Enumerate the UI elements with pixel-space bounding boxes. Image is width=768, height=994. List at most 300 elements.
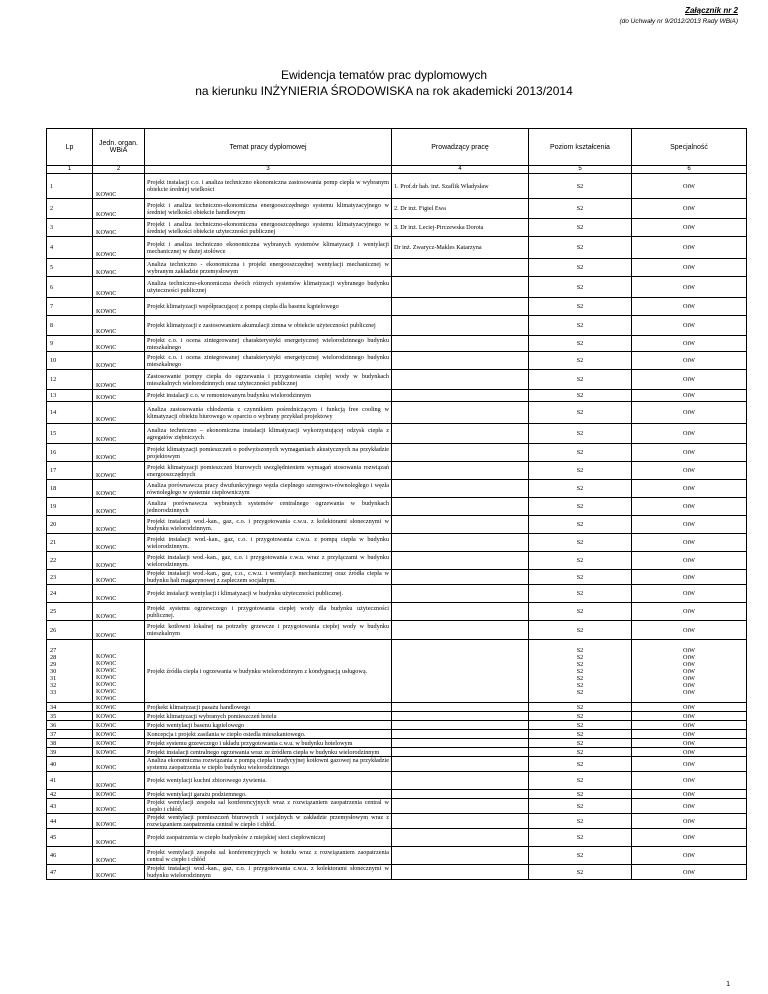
cell-specialty-value: OiW <box>682 557 696 564</box>
cell-topic: Projekt instalacji wod.-kan., gaz, c.o. i przygotowania c.w.u. z kolektorami słonecznymi w budynku wielorodzinnym <box>145 865 392 880</box>
cell-unit <box>93 621 145 640</box>
cell-level-value: S2 <box>576 721 584 729</box>
cell-level <box>529 390 632 402</box>
cell-lp-value: 2 <box>50 205 54 212</box>
cell-level-value: S2 <box>576 660 584 668</box>
cell-unit-value: KOWiC <box>96 764 117 771</box>
cell-level <box>529 790 632 799</box>
cell-lp <box>47 370 93 390</box>
cell-supervisor <box>392 847 529 865</box>
col-number: 1 <box>47 166 93 174</box>
cell-unit <box>93 534 145 552</box>
cell-level-value: S2 <box>576 205 584 212</box>
cell-unit <box>93 739 145 748</box>
cell-specialty-value: OiW <box>682 660 696 668</box>
cell-level <box>529 462 632 480</box>
cell-level-value: S2 <box>576 790 584 798</box>
cell-level-value: S2 <box>576 264 584 271</box>
cell-unit <box>93 424 145 444</box>
cell-supervisor <box>392 390 529 402</box>
col-number: 3 <box>145 166 392 174</box>
cell-unit-value: KOWiC <box>96 839 117 846</box>
cell-lp <box>47 480 93 498</box>
cell-lp <box>47 534 93 552</box>
cell-level-value: S2 <box>576 409 584 416</box>
cell-specialty-value: OiW <box>682 868 696 876</box>
cell-lp <box>47 444 93 462</box>
cell-specialty-value: OiW <box>682 760 696 768</box>
cell-specialty <box>632 390 747 402</box>
cell-supervisor <box>392 712 529 721</box>
cell-lp <box>47 219 93 237</box>
cell-supervisor <box>392 757 529 772</box>
cell-specialty <box>632 277 747 298</box>
cell-unit-value: KOWiC <box>96 211 117 218</box>
cell-level <box>529 799 632 814</box>
table-row <box>47 219 747 237</box>
cell-level-value: S2 <box>576 730 584 738</box>
cell-specialty <box>632 199 747 219</box>
cell-topic: Zastosowanie pompy ciepła do ogrzewania i przygotowania ciepłej wody w budynkach mieszkalnych wielorodzinnych oraz użyteczności publicznej <box>145 370 392 390</box>
cell-supervisor <box>392 814 529 829</box>
cell-lp-value: 42 <box>50 790 57 798</box>
page-number: 1 <box>726 981 730 988</box>
topics-table <box>46 128 747 880</box>
cell-topic: Projekt instalacji c.o. w remontowanym budynku wielorodzinnym <box>145 390 392 402</box>
col-number: 4 <box>392 166 529 174</box>
cell-topic: Projekt c.o. i ocena zintegrowanej charakterystyki energetycznej wielorodzinnego budynku mieszkalnego <box>145 352 392 370</box>
cell-specialty <box>632 739 747 748</box>
cell-lp <box>47 298 93 316</box>
cell-specialty-value: OiW <box>682 340 696 347</box>
cell-specialty-value: OiW <box>682 688 696 696</box>
cell-lp <box>47 640 93 703</box>
cell-unit-value: KOWiC <box>96 328 117 335</box>
cell-specialty <box>632 814 747 829</box>
cell-level <box>529 336 632 352</box>
cell-specialty-value: OiW <box>682 322 696 329</box>
cell-lp-value: 33 <box>50 688 57 696</box>
cell-specialty <box>632 237 747 259</box>
cell-lp <box>47 174 93 199</box>
cell-unit <box>93 814 145 829</box>
cell-lp <box>47 621 93 640</box>
cell-level-value: S2 <box>576 357 584 364</box>
cell-unit <box>93 390 145 402</box>
cell-level <box>529 640 632 703</box>
cell-lp-value: 38 <box>50 739 57 747</box>
cell-topic: Projekt klimatyzacji pomieszczeń biurowych uwzględnieniem wymagań stosowania rozwiązań energooszczędnych <box>145 462 392 480</box>
cell-specialty-value: OiW <box>682 303 696 310</box>
cell-lp <box>47 829 93 847</box>
cell-topic: Projekt wentylacji zespołu sal konferencyjnych wraz z rozwiązaniem zaopatrzenia central w ciepło i chłód. <box>145 799 392 814</box>
cell-supervisor <box>392 424 529 444</box>
cell-topic: Projekt instalacji wentylacji i klimatyzacji w budynku użyteczności publicznej. <box>145 585 392 603</box>
cell-unit-value: KOWiC <box>96 749 117 756</box>
cell-level-value: S2 <box>576 573 584 581</box>
cell-level <box>529 847 632 865</box>
cell-level-value: S2 <box>576 748 584 756</box>
cell-specialty <box>632 370 747 390</box>
cell-specialty-value: OiW <box>682 264 696 271</box>
cell-specialty <box>632 298 747 316</box>
cell-level <box>529 814 632 829</box>
cell-topic: Projekt klimatyzacji pomieszczeń o podwyższonych wymaganiach akustycznych na przykładzie projektowym <box>145 444 392 462</box>
table-row <box>47 277 747 298</box>
cell-level-value: S2 <box>576 224 584 231</box>
cell-lp <box>47 336 93 352</box>
cell-unit-value: KOWiC <box>96 544 117 551</box>
cell-level-value: S2 <box>576 590 584 597</box>
cell-lp-value: 3 <box>50 224 54 231</box>
cell-supervisor <box>392 790 529 799</box>
cell-lp-value: 19 <box>50 503 57 510</box>
table-row <box>47 603 747 621</box>
resolution-note: (do Uchwały nr 9/2012/2013 Rady WBiA) <box>619 18 738 25</box>
cell-lp <box>47 772 93 790</box>
col-header-specialty: Specjalność <box>632 129 747 166</box>
cell-level-value: S2 <box>576 485 584 492</box>
cell-specialty-value: OiW <box>682 244 696 251</box>
cell-specialty-value: OiW <box>682 626 696 634</box>
cell-supervisor <box>392 621 529 640</box>
cell-specialty-value: OiW <box>682 205 696 212</box>
cell-lp-value: 4 <box>50 244 54 251</box>
cell-unit-value: KOWiC <box>96 740 117 747</box>
cell-level-value: S2 <box>576 777 584 784</box>
cell-lp-value: 8 <box>50 322 54 329</box>
cell-supervisor: 1. Prof.dr hab. inż. Szaflik Władysław <box>392 174 529 199</box>
cell-unit-value: KOWiC <box>96 526 117 533</box>
cell-specialty-value: OiW <box>682 430 696 437</box>
cell-unit-value: KOWiC <box>96 632 117 639</box>
cell-level <box>529 370 632 390</box>
cell-unit <box>93 829 145 847</box>
cell-level <box>529 174 632 199</box>
cell-level-value: S2 <box>576 340 584 347</box>
cell-unit-value: KOWiC <box>96 269 117 276</box>
table-row <box>47 799 747 814</box>
table-row <box>47 703 747 712</box>
cell-unit <box>93 498 145 516</box>
table-row <box>47 370 747 390</box>
cell-specialty-value: OiW <box>682 467 696 474</box>
cell-lp-value: 7 <box>50 303 54 310</box>
cell-lp-value: 35 <box>50 712 57 720</box>
cell-lp-value: 21 <box>50 539 57 546</box>
cell-specialty <box>632 570 747 585</box>
cell-topic: Projekt kotłowni lokalnej na potrzeby grzewcze i przygotowania ciepłej wody w budynku mieszkalnym <box>145 621 392 640</box>
cell-level <box>529 748 632 757</box>
col-number: 5 <box>529 166 632 174</box>
cell-lp <box>47 730 93 739</box>
cell-supervisor <box>392 585 529 603</box>
cell-unit-value: KOWiC <box>96 806 117 813</box>
cell-unit-value: KOWiC <box>96 821 117 828</box>
table-row <box>47 174 747 199</box>
cell-lp-value: 12 <box>50 376 57 383</box>
cell-level <box>529 757 632 772</box>
cell-level-value: S2 <box>576 449 584 456</box>
table-row <box>47 790 747 799</box>
cell-level-value: S2 <box>576 703 584 711</box>
cell-level <box>529 534 632 552</box>
cell-topic: Projekt i analiza techniczno-ekonomiczna energooszczędnego systemu klimatyzacyjnego w średniej wielkości obiekcie handlowym <box>145 199 392 219</box>
cell-lp <box>47 424 93 444</box>
cell-specialty-value: OiW <box>682 449 696 456</box>
cell-specialty-value: OiW <box>682 392 696 399</box>
cell-unit <box>93 585 145 603</box>
cell-specialty <box>632 498 747 516</box>
cell-level-value: S2 <box>576 539 584 546</box>
table-row <box>47 516 747 534</box>
cell-level <box>529 621 632 640</box>
cell-lp-value: 37 <box>50 730 57 738</box>
table-row <box>47 298 747 316</box>
cell-supervisor <box>392 721 529 730</box>
table-row <box>47 829 747 847</box>
cell-lp-value: 30 <box>50 667 57 675</box>
cell-supervisor <box>392 799 529 814</box>
cell-supervisor <box>392 570 529 585</box>
cell-level-value: S2 <box>576 834 584 841</box>
cell-lp-value: 6 <box>50 283 54 291</box>
col-header-supervisor: Prowadzący pracę <box>392 129 529 166</box>
cell-unit-value: KOWiC <box>96 872 117 879</box>
cell-unit <box>93 174 145 199</box>
cell-specialty-value: OiW <box>682 721 696 729</box>
cell-unit-value: KOWiC <box>96 472 117 479</box>
table-row <box>47 259 747 277</box>
cell-level-value: S2 <box>576 322 584 329</box>
cell-unit-value: KOWiC <box>96 722 117 729</box>
cell-unit <box>93 552 145 570</box>
cell-level <box>529 739 632 748</box>
cell-topic: Projekt klimatyzacji z zastosowaniem akumulacji zimna w obiekcie użyteczności publicznej <box>145 316 392 336</box>
cell-supervisor <box>392 402 529 424</box>
cell-specialty-value: OiW <box>682 703 696 711</box>
cell-specialty <box>632 402 747 424</box>
cell-lp <box>47 498 93 516</box>
table-row <box>47 847 747 865</box>
cell-unit <box>93 712 145 721</box>
cell-specialty-value: OiW <box>682 539 696 546</box>
cell-specialty-value: OiW <box>682 748 696 756</box>
cell-unit-value: KOWiC <box>96 416 117 423</box>
table-row <box>47 865 747 880</box>
table-row <box>47 199 747 219</box>
cell-topic: Projekt instalacji wod.-kan., gaz, c.o. i przygotowania c.w.u. wraz z przyłączami w budynku wielorodzinnym. <box>145 552 392 570</box>
cell-lp-value: 5 <box>50 264 54 271</box>
cell-specialty-value: OiW <box>682 653 696 661</box>
cell-lp <box>47 603 93 621</box>
table-row <box>47 730 747 739</box>
cell-lp-value: 32 <box>50 681 57 689</box>
cell-topic: Analiza techniczno – ekonomiczna instalacji klimatyzacji wykorzystującej odzysk ciepła z agregatów ziębniczych <box>145 424 392 444</box>
cell-specialty <box>632 480 747 498</box>
col-header-lp: Lp <box>47 129 93 166</box>
table-header-row <box>47 129 747 166</box>
cell-supervisor: 2. Dr inż. Figiel Ewa <box>392 199 529 219</box>
cell-lp <box>47 721 93 730</box>
cell-unit-value: KOWiC <box>96 688 117 695</box>
cell-unit <box>93 847 145 865</box>
cell-unit <box>93 730 145 739</box>
cell-lp-value: 34 <box>50 703 57 711</box>
cell-specialty-value: OiW <box>682 817 696 825</box>
cell-unit <box>93 865 145 880</box>
cell-specialty-value: OiW <box>682 573 696 581</box>
cell-lp-value: 18 <box>50 485 57 492</box>
cell-level <box>529 402 632 424</box>
cell-unit <box>93 772 145 790</box>
cell-supervisor <box>392 748 529 757</box>
cell-specialty <box>632 721 747 730</box>
cell-unit <box>93 277 145 298</box>
cell-lp-value: 20 <box>50 521 57 528</box>
cell-lp <box>47 790 93 799</box>
cell-lp-value: 44 <box>50 817 57 825</box>
table-row <box>47 814 747 829</box>
cell-unit <box>93 799 145 814</box>
cell-specialty <box>632 703 747 712</box>
cell-level-value: S2 <box>576 712 584 720</box>
cell-unit-value: KOWiC <box>96 653 117 660</box>
cell-specialty-value: OiW <box>682 409 696 416</box>
table-row <box>47 748 747 757</box>
cell-specialty-value: OiW <box>682 739 696 747</box>
cell-supervisor <box>392 298 529 316</box>
cell-topic: Projekt źródła ciepła i ogrzewania w budynku wielorodzinnym z kondygnacją usługową. <box>145 640 392 703</box>
cell-level <box>529 865 632 880</box>
cell-lp-value: 39 <box>50 748 57 756</box>
cell-lp-value: 36 <box>50 721 57 729</box>
cell-supervisor <box>392 462 529 480</box>
cell-specialty-value: OiW <box>682 712 696 720</box>
cell-level-value: S2 <box>576 688 584 696</box>
cell-unit <box>93 237 145 259</box>
cell-level <box>529 498 632 516</box>
cell-lp <box>47 462 93 480</box>
cell-level-value: S2 <box>576 653 584 661</box>
cell-specialty <box>632 585 747 603</box>
cell-lp-value: 25 <box>50 608 57 615</box>
cell-topic: Projekt systemu grzewczego i układu przygotowania c.w.u. w budynku hotelowym <box>145 739 392 748</box>
cell-lp-value: 27 <box>50 646 57 654</box>
table-row <box>47 237 747 259</box>
cell-supervisor <box>392 730 529 739</box>
cell-lp-value: 14 <box>50 409 57 416</box>
cell-topic: Projekt instalacji wod.-kan., gaz, c.o. i przygotowania c.w.u. z pompą ciepła w budynku wielorodzinnym. <box>145 534 392 552</box>
cell-supervisor <box>392 739 529 748</box>
cell-lp-value: 43 <box>50 802 57 810</box>
cell-level <box>529 552 632 570</box>
cell-lp <box>47 757 93 772</box>
cell-level <box>529 316 632 336</box>
cell-unit-value: KOWiC <box>96 436 117 443</box>
cell-topic: Projekt wentylacji kuchni zbiorowego żywienia. <box>145 772 392 790</box>
cell-topic: Projekt klimatyzacji współpracującej z pompą ciepła dla basenu kąpielowego <box>145 298 392 316</box>
col-header-topic: Temat pracy dyplomowej <box>145 129 392 166</box>
cell-supervisor <box>392 316 529 336</box>
cell-specialty <box>632 748 747 757</box>
cell-level <box>529 570 632 585</box>
cell-topic: Koncepcja i projekt zasilania w ciepło osiedla mieszkaniowego. <box>145 730 392 739</box>
cell-level <box>529 829 632 847</box>
cell-level <box>529 259 632 277</box>
table-row <box>47 640 747 703</box>
cell-unit-value: KOWiC <box>96 660 117 667</box>
table-row <box>47 424 747 444</box>
cell-topic: Projkekt klimatyzacji pasażu handlowego <box>145 703 392 712</box>
cell-unit <box>93 259 145 277</box>
cell-specialty-value: OiW <box>682 182 696 190</box>
cell-lp <box>47 277 93 298</box>
cell-supervisor <box>392 444 529 462</box>
cell-unit-value: KOWiC <box>96 508 117 515</box>
cell-level-value: S2 <box>576 646 584 654</box>
cell-specialty-value: OiW <box>682 376 696 383</box>
cell-supervisor <box>392 534 529 552</box>
cell-lp <box>47 199 93 219</box>
cell-supervisor <box>392 865 529 880</box>
cell-lp <box>47 799 93 814</box>
cell-supervisor <box>392 370 529 390</box>
cell-lp <box>47 259 93 277</box>
table-row <box>47 772 747 790</box>
cell-unit-value: KOWiC <box>96 394 117 401</box>
cell-lp-value: 47 <box>50 868 57 876</box>
cell-topic: Projekt i analiza techniczno ekonomiczna wybranych systemów klimatyzacji i wentylacji mechanicznej w dużej stołówce <box>145 237 392 259</box>
cell-specialty-value: OiW <box>682 802 696 810</box>
cell-specialty-value: OiW <box>682 790 696 798</box>
table-row <box>47 757 747 772</box>
cell-level <box>529 277 632 298</box>
cell-supervisor <box>392 480 529 498</box>
cell-unit-value: KOWiC <box>96 251 117 258</box>
cell-unit-value: KOWiC <box>96 857 117 864</box>
table-row <box>47 444 747 462</box>
cell-specialty-value: OiW <box>682 852 696 859</box>
cell-specialty <box>632 865 747 880</box>
cell-specialty-value: OiW <box>682 667 696 675</box>
cell-unit-value: KOWiC <box>96 674 117 681</box>
cell-lp-value: 28 <box>50 653 57 661</box>
cell-level-value: S2 <box>576 430 584 437</box>
cell-topic: Analiza ekonomiczna rozwiązania z pompą ciepła i tradycyjnej kotłowni gazowej na przykładzie systemu zaopatrzenia w ciepło budynku wielorodzinnego <box>145 757 392 772</box>
table-body <box>47 174 747 880</box>
cell-specialty <box>632 534 747 552</box>
cell-unit-value: KOWiC <box>96 290 117 297</box>
cell-specialty-value: OiW <box>682 777 696 784</box>
cell-specialty <box>632 757 747 772</box>
cell-level <box>529 199 632 219</box>
cell-specialty-value: OiW <box>682 503 696 510</box>
cell-specialty-value: OiW <box>682 646 696 654</box>
cell-specialty <box>632 424 747 444</box>
cell-level-value: S2 <box>576 467 584 474</box>
table-row <box>47 570 747 585</box>
cell-lp-value: 1 <box>50 182 54 190</box>
attachment-label: Załącznik nr 2 <box>685 6 738 15</box>
col-number: 2 <box>93 166 145 174</box>
cell-unit-value: KOWiC <box>96 704 117 711</box>
table-row <box>47 621 747 640</box>
cell-level <box>529 237 632 259</box>
column-number-row <box>47 166 747 174</box>
cell-level <box>529 480 632 498</box>
cell-specialty <box>632 336 747 352</box>
